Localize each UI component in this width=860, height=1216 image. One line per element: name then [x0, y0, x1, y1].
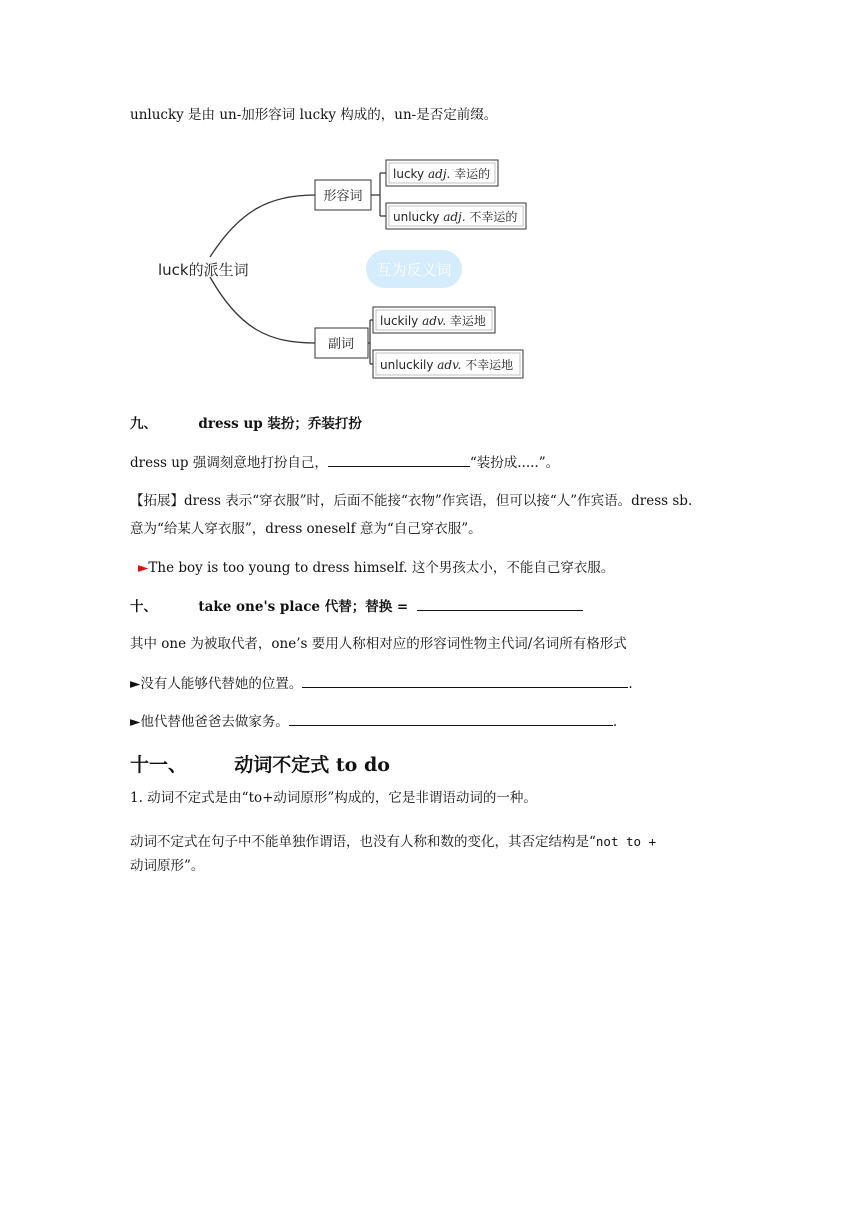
- adj-item1: lucky adj. 幸运的: [393, 167, 491, 181]
- answer-blank-example1[interactable]: [302, 673, 628, 688]
- section-11-para1: 1. 动词不定式是由“to+动词原形”构成的，它是非谓语动词的一种。: [130, 790, 537, 806]
- answer-blank-take-place[interactable]: [417, 596, 583, 611]
- connector-root-adj: [210, 195, 315, 257]
- section-10-example1: ►没有人能够代替她的位置。 .: [130, 673, 633, 694]
- connector-adv-items: [368, 320, 373, 364]
- red-arrow-icon: ►: [138, 560, 149, 576]
- section-9-line1: dress up 强调刻意地打扮自己， “装扮成.....”。: [130, 452, 559, 473]
- section-11-para2-line1: 动词不定式在句子中不能单独作谓语，也没有人称和数的变化，其否定结构是“not to +: [130, 834, 657, 850]
- adv-branch-label: 副词: [327, 337, 355, 352]
- extension-line1: 【拓展】dress 表示“穿衣服”时，后面不能接“衣物”作宾语，但可以接“人”作宾语。dress sb.: [130, 493, 693, 509]
- section-11-para2-line2: 动词原形”。: [130, 858, 205, 874]
- section-10-heading: [130, 596, 583, 617]
- section-9-title: dress up 装扮；乔装打扮: [198, 416, 362, 432]
- answer-blank-dress-up[interactable]: [328, 452, 470, 467]
- section-9-number: 九、: [130, 416, 157, 432]
- luck-derivatives-mindmap: [140, 150, 540, 385]
- section-11-heading: [130, 750, 390, 777]
- connector-root-adv: [210, 277, 315, 343]
- mindmap-root-label: luck的派生词: [158, 261, 249, 279]
- connector-adj-items: [371, 173, 386, 216]
- section-10-note: 其中 one 为被取代者，one’s 要用人称相对应的形容词性物主代词/名词所有格形式: [130, 636, 627, 652]
- adv-item1: luckily adv. 幸运地: [380, 314, 486, 328]
- intro-text: unlucky 是由 un-加形容词 lucky 构成的，un-是否定前缀。: [130, 107, 498, 123]
- extension-line2: 意为“给某人穿衣服”，dress oneself 意为“自己穿衣服”。: [130, 521, 482, 537]
- section-11-title: 动词不定式 to do: [234, 754, 390, 776]
- section-10-title: take one's place 代替；替换 =: [198, 599, 409, 615]
- section-10-number: 十、: [130, 599, 157, 615]
- section-11-number: 十一、: [130, 754, 188, 776]
- section-9-heading: [130, 414, 362, 434]
- adj-branch-label: 形容词: [323, 189, 363, 204]
- example-sentence: ►The boy is too young to dress himself. 这个男孩太小，不能自己穿衣服。: [138, 560, 615, 576]
- answer-blank-example2[interactable]: [289, 711, 613, 726]
- section-10-example2: ►他代替他爸爸去做家务。 .: [130, 711, 617, 732]
- adv-item2: unluckily adv. 不幸运地: [380, 358, 514, 372]
- antonym-bubble-label: 互为反义词: [376, 261, 452, 279]
- adj-item2: unlucky adj. 不幸运的: [393, 210, 518, 224]
